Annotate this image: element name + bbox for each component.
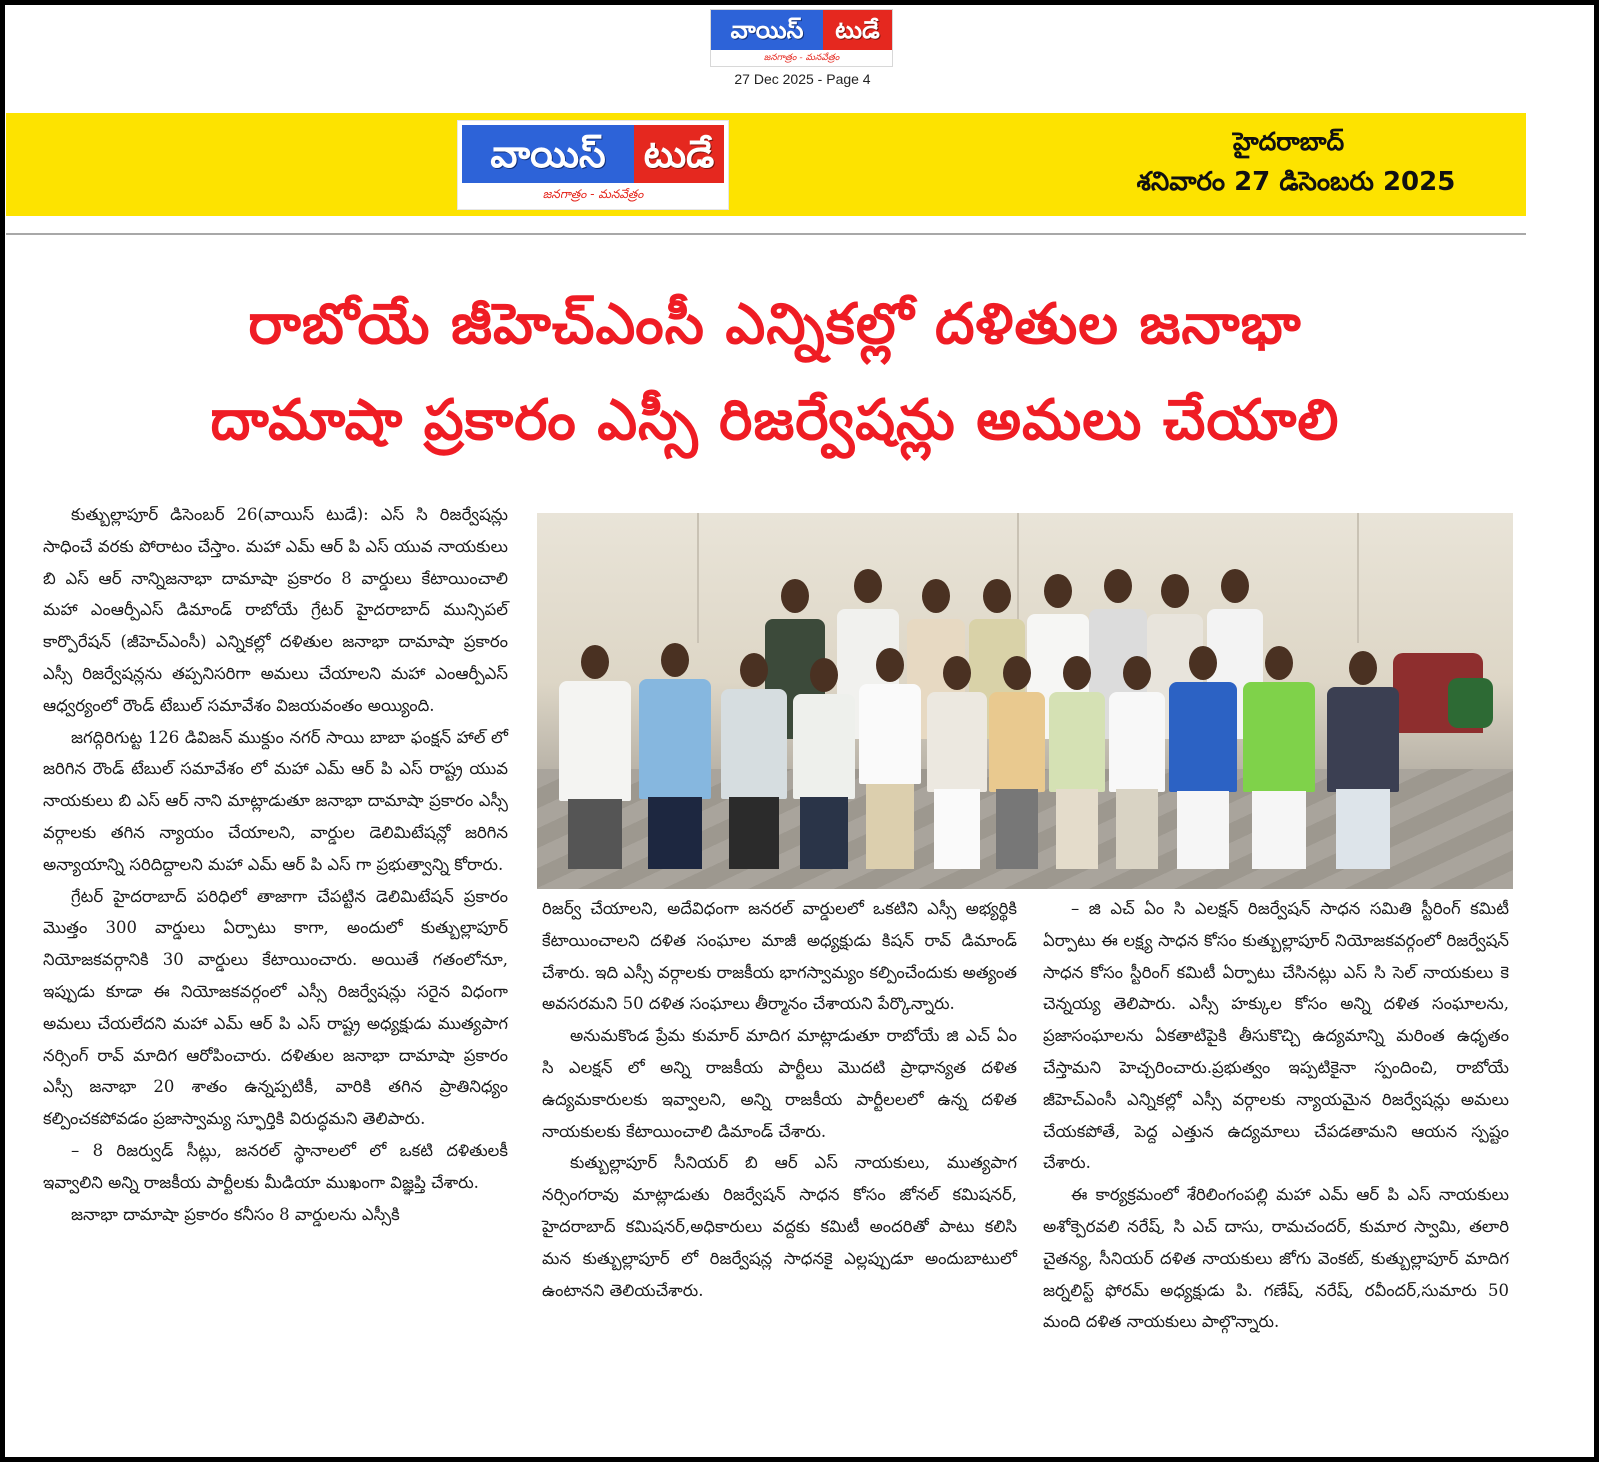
logo-right-text: టుడే xyxy=(823,10,892,50)
masthead-band xyxy=(6,113,1526,216)
newspaper-page xyxy=(5,5,1594,1457)
logo-right-text: టుడే xyxy=(634,125,724,183)
edition-date-telugu: శనివారం 27 డిసెంబరు 2025 xyxy=(1136,167,1456,197)
logo-wordmark xyxy=(462,125,724,183)
headline-line-1: రాబోయే జీహెచ్ఎంసీ ఎన్నికల్లో దళితుల జనాభా xyxy=(248,292,1302,357)
logo-left-text: వాయిస్ xyxy=(711,10,823,50)
article-column-1 xyxy=(43,499,508,1230)
paragraph: – 8 రిజర్వుడ్ సీట్లు, జనరల్ స్థానాలలో లో ఒకటి దళితులకీ ఇవ్వాలిని అన్ని రాజకీయ పార్టీలకు మీడియా ముఖంగా విజ్ఞప్తి చేశారు. xyxy=(43,1140,508,1192)
header-divider xyxy=(6,233,1526,235)
paragraph: గ్రేటర్ హైదరాబాద్ పరిధిలో తాజాగా చేపట్టిన డెలిమిటేషన్ ప్రకారం మొత్తం 300 వార్డులు ఏర్పాటు కాగా, అందులో కుత్బుల్లాపూర్ నియోజకవర్గానికి 30 వార్డులు కేటాయించారు. అయితే గతంలోనూ, ఇప్పుడు కూడా ఈ నియోజకవర్గంలో ఎస్సీ రిజర్వేషన్లు సరైన విధంగా అమలు చేయలేదని మహా ఎమ్ ఆర్ పి ఎస్ రాష్ట్ర అధ్యక్షుడు ముత్యపాగ నర్సింగ్ రావ్ మాదిగ ఆరోపించారు. దళితుల జనాభా దామాషా ప్రకారం ఎస్సీ జనాభా 20 శాతం ఉన్నప్పటికీ, వారికి తగిన ప్రాతినిధ్యం కల్పించకపోవడం ప్రజాస్వామ్య స్ఫూర్తికి విరుద్ధమని తెలిపారు. xyxy=(43,886,508,1129)
paragraph: ఈ కార్యక్రమంలో శేరిలింగంపల్లి మహా ఎమ్ ఆర్ పి ఎస్ నాయకులు అశోక్పెరవలి నరేష్, సి ఎచ్ దాసు, రామచందర్, కుమార స్వామి, తలారి చైతన్య, సీనియర్ దళిత నాయకులు జోగు వెంకట్, కుత్బుల్లాపూర్ మాదిగ జర్నలిస్ట్ ఫోరమ్ అధ్యక్షుడు పి. గణేష్, నరేష్, రవీందర్,సుమారు 50 మంది దళిత నాయకులు పాల్గొన్నారు. xyxy=(1043,1185,1509,1332)
group-photo xyxy=(537,513,1513,889)
logo-tagline: జనగాత్రం - మనవేత్రం xyxy=(763,53,840,63)
paragraph: కుత్బుల్లాపూర్ డిసెంబర్ 26(వాయిస్ టుడే): ఎస్ సి రిజర్వేషన్లు సాధించే వరకు పోరాటం చేస్తాం. మహా ఎమ్ ఆర్ పి ఎస్ యువ నాయకులు బి ఎస్ ఆర్ నాన్నిజనాభా దామాషా ప్రకారం 8 వార్డులు కేటాయించాలి మహా ఎంఆర్పీఎస్ డిమాండ్ రాబోయే గ్రేటర్ హైదరాబాద్ మున్సిపల్ కార్పొరేషన్ (జీహెచ్ఎంసీ) ఎన్నికల్లో దళితుల జనాభా దామాషా ప్రకారం ఎస్సీ రిజర్వేషన్లను తప్పనిసరిగా అమలు చేయాలని మహా ఎంఆర్పీఎస్ ఆధ్వర్యంలో రౌండ్ టేబుల్ సమావేశం విజయవంతం అయ్యింది. xyxy=(43,505,508,715)
article-headline xyxy=(45,277,1505,469)
paragraph: జగద్గిరిగుట్ట 126 డివిజన్ ముక్దుం నగర్ సాయి బాబా ఫంక్షన్ హాల్ లో జరిగిన రౌండ్ టేబుల్ సమావేశం లో మహా ఎమ్ ఆర్ పి ఎస్ రాష్ట్ర యువ నాయకులు బి ఎస్ ఆర్ నాని మాట్లాడుతూ జనాభా దామాషా ప్రకారం ఎస్సీ వర్గాలకు తగిన న్యాయం చేయాలని, వార్డుల డెలిమిటేషన్లో జరిగిన అన్యాయాన్ని సరిదిద్దాలని మహా ఎమ్ ఆర్ పి ఎస్ గా ప్రభుత్వాన్ని కోరారు. xyxy=(43,727,508,874)
paragraph: జనాభా దామాషా ప్రకారం కనీసం 8 వార్డులను ఎస్సీకి xyxy=(71,1204,400,1224)
paragraph: రిజర్వ్ చేయాలని, అదేవిధంగా జనరల్ వార్డులలో ఒకటిని ఎస్సీ అభ్యర్థికి కేటాయించాలని దళిత సంఘాల మాజీ అధ్యక్షుడు కిషన్ రావ్ డిమాండ్ చేశారు. ఇది ఎస్సీ వర్గాలకు రాజకీయ భాగస్వామ్యం కల్పించేందుకు అత్యంత అవసరమని 50 దళిత సంఘాలు తీర్మానం చేశాయని పేర్కొన్నారు. xyxy=(542,899,1017,1014)
paragraph: – జి ఎచ్ ఏం సి ఎలక్షన్ రిజర్వేషన్ సాధన సమితి స్టీరింగ్ కమిటీ ఏర్పాటు ఈ లక్ష్య సాధన కోసం కుత్బుల్లాపూర్ నియోజకవర్గంలో రిజర్వేషన్ సాధన కోసం స్టీరింగ్ కమిటీ ఏర్పాటు చేసినట్లు ఎస్ సి సెల్ నాయకులు కె చెన్నయ్య తెలిపారు. ఎస్సీ హక్కుల కోసం అన్ని దళిత సంఘాలను, ప్రజాసంఘాలను ఏకతాటిపైకి తీసుకొచ్చి ఉద్యమాన్ని మరింత ఉధృతం చేస్తామని హెచ్చరించారు.ప్రభుత్వం ఇప్పటికైనా స్పందించి, రాబోయే జీహెచ్ఎంసీ ఎన్నికల్లో ఎస్సీ వర్గాలకు న్యాయమైన రిజర్వేషన్లు అమలు చేయకపోతే, పెద్ద ఎత్తున ఉద్యమాలు చేపడతామని ఆయన స్పష్టం చేశారు. xyxy=(1043,899,1509,1173)
logo-tagline: జనగాత్రం - మనవేత్రం xyxy=(542,187,644,201)
headline-line-2: దామాషా ప్రకారం ఎస్సీ రిజర్వేషన్లు అమలు చేయాలి xyxy=(210,388,1340,453)
article-column-3 xyxy=(1043,893,1509,1338)
edition-city: హైదరాబాద్ xyxy=(1232,127,1345,156)
paragraph: అనుమకొండ ప్రేమ కుమార్ మాదిగ మాట్లాడుతూ రాబోయే జి ఎచ్ ఏం సి ఎలక్షన్ లో అన్ని రాజకీయ పార్టీలు మొదటి ప్రాధాన్యత దళిత ఉద్యమకారులకు ఇవ్వాలని, అన్ని రాజకీయ పార్టీలలలో ఉన్న దళిత నాయకులకు కేటాయించాలి డిమాండ్ చేశారు. xyxy=(542,1026,1017,1141)
logo-left-text: వాయిస్ xyxy=(462,125,634,183)
logo-wordmark xyxy=(711,10,892,50)
article-column-2 xyxy=(542,893,1017,1306)
small-masthead-logo xyxy=(710,9,893,67)
masthead-logo xyxy=(457,120,729,210)
paragraph: కుత్బుల్లాపూర్ సీనియర్ బి ఆర్ ఎస్ నాయకులు, ముత్యపాగ నర్సింగరావు మాట్లాడుతు రిజర్వేషన్ సాధన కోసం జోనల్ కమిషనర్, హైదరాబాద్ కమిషనర్,అధికారులు వద్దకు కమిటీ అందరితో పాటు కలిసి మన కుత్బుల్లాపూర్ లో రిజర్వేషన్ల సాధనకై ఎల్లప్పుడూ అందుబాటులో ఉంటానని తెలియచేశారు. xyxy=(542,1153,1017,1300)
edition-date: 27 Dec 2025 - Page 4 xyxy=(734,71,871,87)
